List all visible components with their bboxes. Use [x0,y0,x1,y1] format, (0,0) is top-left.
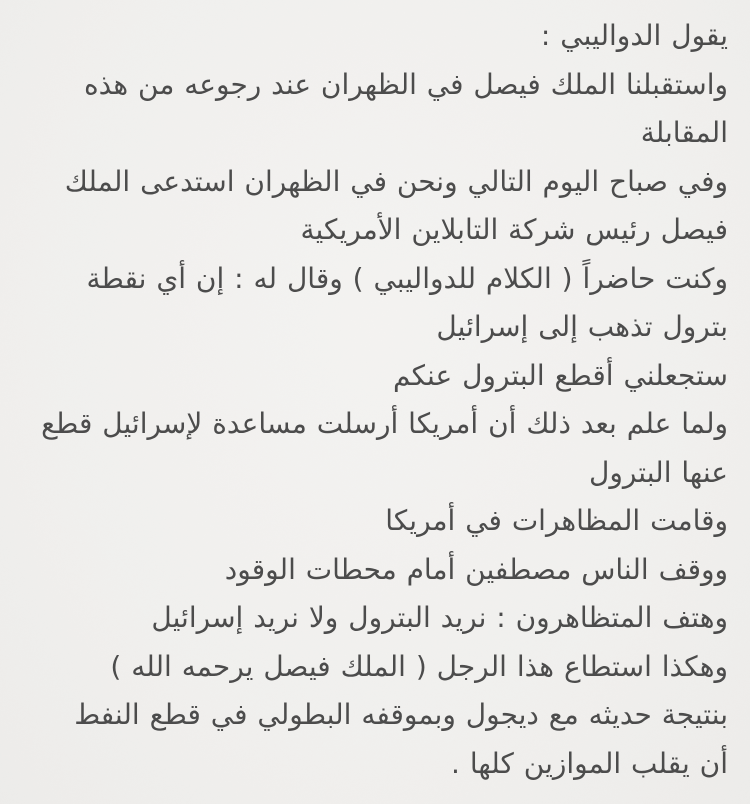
text-line: ولما علم بعد ذلك أن أمريكا أرسلت مساعدة لإسرائيل قطع [41,407,728,440]
text-line: وكنت حاضراً ( الكلام للدواليبي ) وقال له : إن أي نقطة [86,261,728,295]
text-line: يقول الدواليبي : [540,19,728,52]
text-line: وهتف المتظاهرون : نريد البترول ولا نريد إسرائيل [151,601,728,634]
text-line: وهكذا استطاع هذا الرجل ( الملك فيصل يرحمه الله ) [110,649,728,683]
text-line: واستقبلنا الملك فيصل في الظهران عند رجوعه من هذه [84,67,728,101]
text-line: ووقف الناس مصطفين أمام محطات الوقود [224,552,728,586]
text-line: وقامت المظاهرات في أمريكا [385,504,728,537]
text-line: بنتيجة حديثه مع ديجول وبموقفه البطولي في قطع النفط [74,698,728,731]
text-line: وفي صباح اليوم التالي ونحن في الظهران استدعى الملك [64,164,728,198]
text-line: ستجعلني أقطع البترول عنكم [392,358,728,392]
text-line: المقابلة [640,116,728,149]
text-line: أن يقلب الموازين كلها . [451,746,728,780]
text-line: بترول تذهب إلى إسرائيل [436,310,728,343]
text-line: فيصل رئيس شركة التابلاين الأمريكية [300,213,728,246]
text-line: عنها البترول [588,455,728,489]
